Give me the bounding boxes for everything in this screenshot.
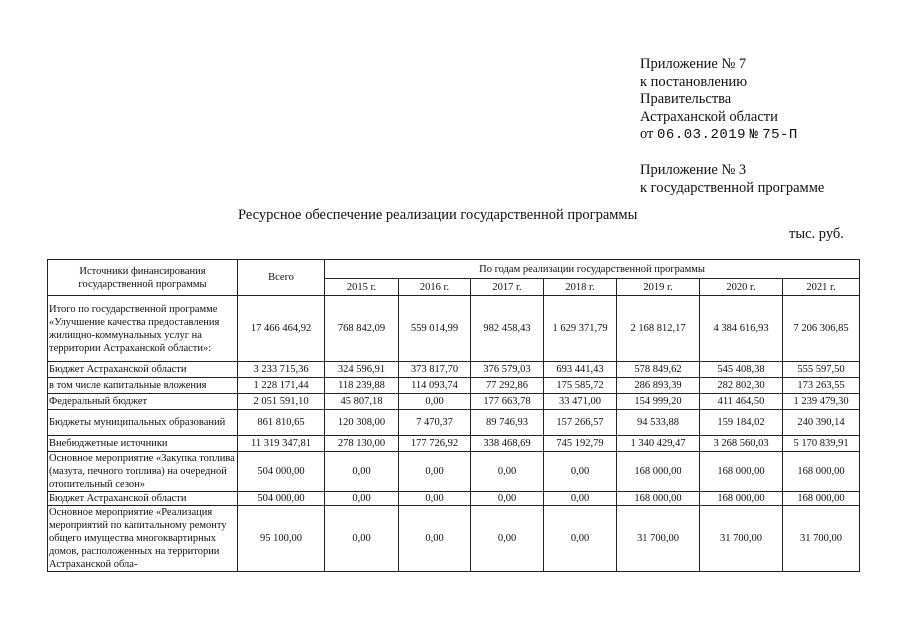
col-header-source: Источники финансирования государственной программы — [48, 260, 238, 296]
row-label: Бюджеты муниципальных образований — [48, 410, 238, 436]
cell-year-value: 0,00 — [471, 492, 544, 506]
cell-total: 95 100,00 — [238, 506, 325, 572]
cell-year-value: 324 596,91 — [325, 362, 399, 378]
cell-year-value: 376 579,03 — [471, 362, 544, 378]
cell-year-value: 0,00 — [399, 492, 471, 506]
cell-year-value: 168 000,00 — [700, 452, 783, 492]
table-row — [48, 492, 860, 506]
cell-year-value: 0,00 — [544, 506, 617, 572]
header-date-line — [640, 126, 798, 145]
document-title: Ресурсное обеспечение реализации государственной программы — [238, 207, 638, 223]
cell-total: 504 000,00 — [238, 452, 325, 492]
cell-total: 1 228 171,44 — [238, 378, 325, 394]
cell-year-value: 0,00 — [399, 452, 471, 492]
cell-year-value: 1 239 479,30 — [783, 394, 860, 410]
row-label: Бюджет Астраханской области — [48, 362, 238, 378]
table-row — [48, 296, 860, 362]
cell-year-value: 31 700,00 — [783, 506, 860, 572]
number-sign: № — [749, 127, 759, 143]
appendix-7-header — [640, 56, 798, 145]
header2-line: Приложение № 3 — [640, 162, 747, 178]
col-header-years-group: По годам реализации государственной программы — [325, 260, 860, 279]
cell-year-value: 45 807,18 — [325, 394, 399, 410]
cell-year-value: 31 700,00 — [617, 506, 700, 572]
row-label: Федеральный бюджет — [48, 394, 238, 410]
cell-year-value: 0,00 — [325, 506, 399, 572]
cell-year-value: 159 184,02 — [700, 410, 783, 436]
resource-table — [47, 259, 860, 572]
table-row — [48, 436, 860, 452]
cell-year-value: 177 663,78 — [471, 394, 544, 410]
table-row — [48, 506, 860, 572]
cell-year-value: 118 239,88 — [325, 378, 399, 394]
cell-year-value: 7 470,37 — [399, 410, 471, 436]
cell-year-value: 545 408,38 — [700, 362, 783, 378]
cell-year-value: 77 292,86 — [471, 378, 544, 394]
row-label: Бюджет Астраханской области — [48, 492, 238, 506]
cell-year-value: 693 441,43 — [544, 362, 617, 378]
table-row — [48, 378, 860, 394]
cell-year-value: 555 597,50 — [783, 362, 860, 378]
cell-year-value: 1 340 429,47 — [617, 436, 700, 452]
cell-year-value: 0,00 — [544, 492, 617, 506]
header-line: Астраханской области — [640, 108, 778, 125]
appendix-3-header — [640, 162, 824, 197]
table-row — [48, 362, 860, 378]
cell-year-value: 114 093,74 — [399, 378, 471, 394]
cell-year-value: 578 849,62 — [617, 362, 700, 378]
cell-year-value: 120 308,00 — [325, 410, 399, 436]
cell-total: 17 466 464,92 — [238, 296, 325, 362]
decree-number: 75-П — [762, 127, 798, 143]
col-header-total: Всего — [238, 260, 325, 296]
cell-year-value: 177 726,92 — [399, 436, 471, 452]
cell-year-value: 768 842,09 — [325, 296, 399, 362]
col-header-year: 2019 г. — [617, 279, 700, 296]
cell-year-value: 4 384 616,93 — [700, 296, 783, 362]
row-label: Итого по государственной программе «Улучшение качества предоставления жилищно-коммунальных услуг на территории Астраханской области»: — [48, 296, 238, 362]
cell-year-value: 745 192,79 — [544, 436, 617, 452]
cell-year-value: 168 000,00 — [700, 492, 783, 506]
cell-year-value: 7 206 306,85 — [783, 296, 860, 362]
cell-year-value: 94 533,88 — [617, 410, 700, 436]
cell-total: 11 319 347,81 — [238, 436, 325, 452]
cell-year-value: 338 468,69 — [471, 436, 544, 452]
table-row — [48, 410, 860, 436]
cell-year-value: 168 000,00 — [617, 452, 700, 492]
cell-total: 861 810,65 — [238, 410, 325, 436]
table-row — [48, 452, 860, 492]
cell-year-value: 411 464,50 — [700, 394, 783, 410]
cell-year-value: 0,00 — [325, 452, 399, 492]
cell-year-value: 2 168 812,17 — [617, 296, 700, 362]
cell-year-value: 154 999,20 — [617, 394, 700, 410]
cell-year-value: 278 130,00 — [325, 436, 399, 452]
cell-year-value: 559 014,99 — [399, 296, 471, 362]
cell-year-value: 157 266,57 — [544, 410, 617, 436]
cell-year-value: 89 746,93 — [471, 410, 544, 436]
cell-year-value: 3 268 560,03 — [700, 436, 783, 452]
row-label: Основное мероприятие «Закупка топлива (мазута, печного топлива) на очередной отопительный сезон» — [48, 452, 238, 492]
cell-year-value: 173 263,55 — [783, 378, 860, 394]
col-header-year: 2020 г. — [700, 279, 783, 296]
cell-year-value: 31 700,00 — [700, 506, 783, 572]
cell-total: 3 233 715,36 — [238, 362, 325, 378]
col-header-year: 2016 г. — [399, 279, 471, 296]
cell-year-value: 5 170 839,91 — [783, 436, 860, 452]
cell-year-value: 168 000,00 — [783, 492, 860, 506]
date-prefix: от — [640, 126, 654, 142]
cell-year-value: 0,00 — [544, 452, 617, 492]
cell-year-value: 168 000,00 — [783, 452, 860, 492]
cell-year-value: 373 817,70 — [399, 362, 471, 378]
header-line: Правительства — [640, 91, 732, 107]
cell-year-value: 175 585,72 — [544, 378, 617, 394]
cell-year-value: 240 390,14 — [783, 410, 860, 436]
col-header-year: 2017 г. — [471, 279, 544, 296]
cell-total: 504 000,00 — [238, 492, 325, 506]
cell-year-value: 982 458,43 — [471, 296, 544, 362]
row-label: Внебюджетные источники — [48, 436, 238, 452]
table-row — [48, 394, 860, 410]
cell-year-value: 0,00 — [471, 506, 544, 572]
unit-label: тыс. руб. — [789, 226, 844, 242]
cell-year-value: 282 802,30 — [700, 378, 783, 394]
cell-total: 2 051 591,10 — [238, 394, 325, 410]
row-label: в том числе капитальные вложения — [48, 378, 238, 394]
row-label: Основное мероприятие «Реализация мероприятий по капитальному ремонту общего имущества многоквартирных домов, расположенных на территории Астраханской обла- — [48, 506, 238, 572]
cell-year-value: 0,00 — [399, 506, 471, 572]
header-line: к постановлению — [640, 73, 748, 90]
cell-year-value: 0,00 — [471, 452, 544, 492]
cell-year-value: 0,00 — [325, 492, 399, 506]
col-header-year: 2015 г. — [325, 279, 399, 296]
col-header-year: 2018 г. — [544, 279, 617, 296]
decree-date: 06.03.2019 — [657, 127, 747, 143]
cell-year-value: 168 000,00 — [617, 492, 700, 506]
header-line: Приложение № 7 — [640, 56, 747, 72]
cell-year-value: 0,00 — [399, 394, 471, 410]
cell-year-value: 33 471,00 — [544, 394, 617, 410]
header2-line: к государственной программе — [640, 179, 825, 196]
cell-year-value: 286 893,39 — [617, 378, 700, 394]
cell-year-value: 1 629 371,79 — [544, 296, 617, 362]
col-header-year: 2021 г. — [783, 279, 860, 296]
